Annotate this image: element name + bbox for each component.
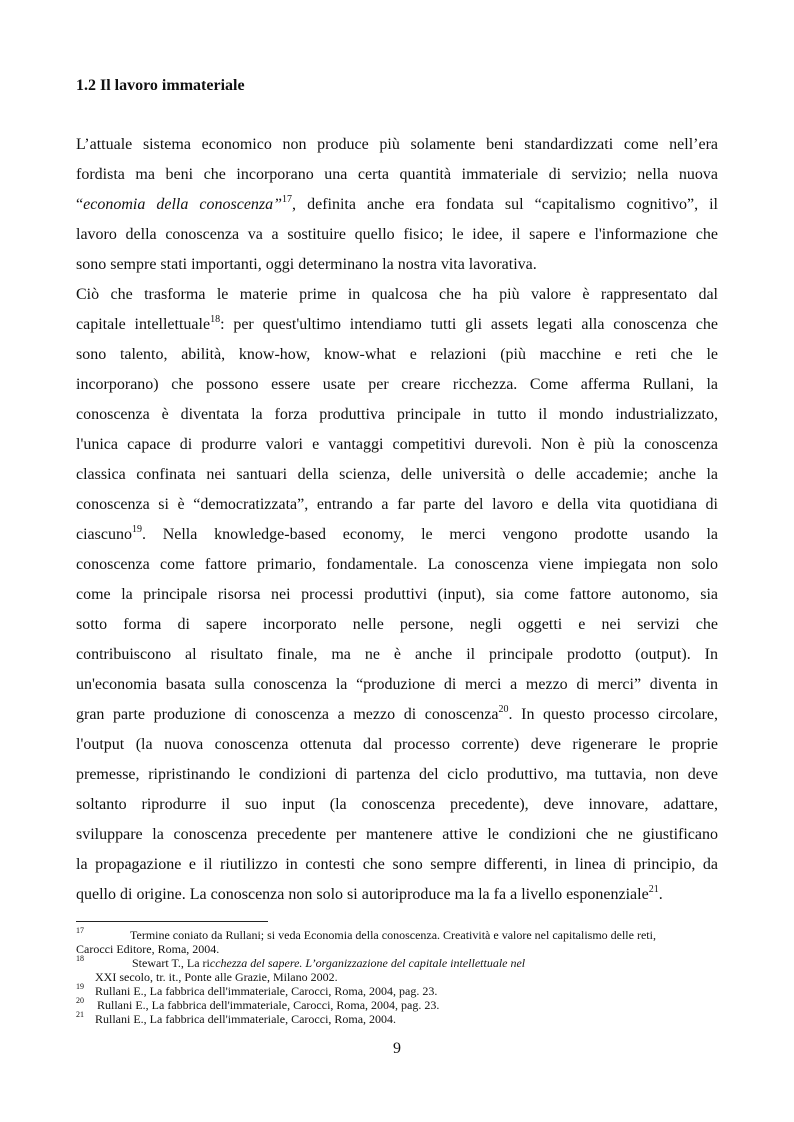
footnote-text: [76, 956, 718, 970]
text-line: [76, 190, 718, 220]
text-line: classica confinata nei santuari della scienza, delle università o delle accademie; anche la: [76, 466, 718, 483]
text-fragment: . In questo processo circolare,: [508, 706, 718, 723]
text-line: [76, 880, 718, 910]
text-fragment: “: [76, 196, 84, 213]
footnote-text: Carocci Editore, Roma, 2004.: [76, 942, 220, 956]
footnote-number: 18: [76, 954, 84, 963]
text-line: [76, 700, 718, 730]
text-line: [76, 520, 718, 550]
text-fragment: . Nella knowledge-based economy, le merci vengono prodotte usando la: [141, 526, 718, 543]
text-line: conoscenza è diventata la forza produttiva principale in tutto il mondo industrializzato,: [76, 406, 718, 423]
footnote-text: Rullani E., La fabbrica dell'immateriale, Carocci, Roma, 2004, pag. 23.: [95, 984, 438, 998]
text-line: sviluppare la conoscenza precedente per mantenere attive le condizioni che ne giustificano: [76, 826, 718, 843]
italic-term: economia della conoscenza”: [83, 196, 283, 213]
text-fragment: , definita anche era fondata sul “capitalismo cognitivo”, il: [292, 196, 718, 213]
text-line: sotto forma di sapere incorporato nelle persone, negli oggetti e nei servizi che: [76, 616, 718, 633]
text-fragment: quello di origine. La conoscenza non solo si autoriproduce ma la fa a livello esponenziale: [76, 886, 649, 903]
text-line: un'economia basata sulla conoscenza la “produzione di merci a mezzo di merci” diventa in: [76, 676, 718, 693]
text-line: soltanto riprodurre il suo input (la conoscenza precedente), deve innovare, adattare,: [76, 796, 718, 813]
footnote-ref-20[interactable]: 20: [498, 704, 509, 715]
text-line: incorporano) che possono essere usate per creare ricchezza. Come afferma Rullani, la: [76, 376, 718, 393]
text-line: sono sempre stati importanti, oggi determinano la nostra vita lavorativa.: [76, 256, 537, 273]
text-fragment: : per quest'ultimo intendiamo tutti gli assets legati alla conoscenza che: [220, 316, 718, 333]
text-line: L’attuale sistema economico non produce più solamente beni standardizzati come nell’era: [76, 136, 718, 153]
text-line: l'output (la nuova conoscenza ottenuta dal processo corrente) deve rigenerare le proprie: [76, 736, 718, 753]
footnote-20: [76, 998, 718, 1012]
footnote-ref-17[interactable]: 17: [282, 194, 293, 205]
page-number: 9: [393, 1040, 401, 1057]
footnote-number: 20: [76, 996, 84, 1005]
paragraph-1: [76, 130, 718, 280]
text-line: conoscenza si è “democratizzata”, entrando a far parte del lavoro e della vita quotidiana di: [76, 496, 718, 513]
footnote-text: Termine coniato da Rullani; si veda Economia della conoscenza. Creatività e valore nel capitalismo delle reti,: [130, 928, 656, 942]
footnote-text: Rullani E., La fabbrica dell'immateriale, Carocci, Roma, 2004, pag. 23.: [97, 998, 440, 1012]
footnote-number: 21: [76, 1010, 84, 1019]
footnote-ref-18[interactable]: 18: [210, 314, 221, 325]
footnote-italic-title: cchezza del sapere. L’organizzazione del capitale intellettuale nel: [209, 956, 526, 970]
footnote-17: [76, 928, 718, 956]
text-line: l'unica capace di produrre valori e vantaggi competitivi durevoli. Non è più la conoscenza: [76, 436, 718, 453]
text-line: contribuiscono al risultato finale, ma ne è anche il principale prodotto (output). In: [76, 646, 718, 663]
text-fragment: ciascuno: [76, 526, 132, 543]
footnote-ref-19[interactable]: 19: [131, 524, 142, 535]
text-line: conoscenza come fattore primario, fondamentale. La conoscenza viene impiegata non solo: [76, 556, 718, 573]
footnote-separator: [76, 921, 268, 922]
body-text: [76, 130, 718, 910]
text-fragment: .: [658, 886, 663, 903]
footnote-number: 17: [76, 926, 84, 935]
text-line: premesse, ripristinando le condizioni di partenza del ciclo produttivo, ma tuttavia, non deve: [76, 766, 718, 783]
text-line: come la principale risorsa nei processi produttivi (input), sia come fattore autonomo, sia: [76, 586, 718, 603]
text-fragment: gran parte produzione di conoscenza a mezzo di conoscenza: [76, 706, 499, 723]
footnote-18: [76, 956, 718, 984]
footnotes: [76, 928, 718, 1026]
text-line: lavoro della conoscenza va a sostituire quello fisico; le idee, il sapere e l'informazione che: [76, 226, 718, 243]
text-line: la propagazione e il riutilizzo in contesti che sono sempre differenti, in linea di principio, da: [76, 856, 718, 873]
section-heading: 1.2 Il lavoro immateriale: [76, 77, 245, 94]
footnote-text: Rullani E., La fabbrica dell'immateriale, Carocci, Roma, 2004.: [95, 1012, 397, 1026]
footnote-number: 19: [76, 982, 84, 991]
footnote-19: [76, 984, 718, 998]
footnote-21: [76, 1012, 718, 1026]
text-line: sono talento, abilità, know-how, know-what e relazioni (più macchine e reti che le: [76, 346, 718, 363]
text-line: [76, 310, 718, 340]
text-line: Ciò che trasforma le materie prime in qualcosa che ha più valore è rappresentato dal: [76, 286, 718, 303]
text-fragment: capitale intellettuale: [76, 316, 211, 333]
footnote-text: XXI secolo, tr. it., Ponte alle Grazie, Milano 2002.: [95, 970, 338, 984]
footnote-fragment: Stewart T., La ri: [132, 956, 210, 970]
paragraph-2: [76, 280, 718, 910]
text-line: fordista ma beni che incorporano una certa quantità immateriale di servizio; nella nuova: [76, 166, 718, 183]
footnote-ref-21[interactable]: 21: [648, 884, 659, 895]
